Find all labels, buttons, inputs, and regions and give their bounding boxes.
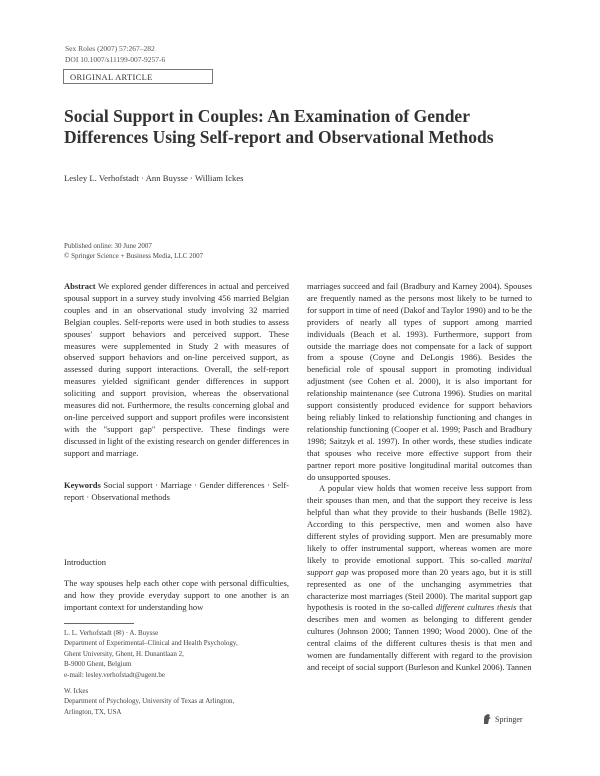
section-heading-introduction: Introduction: [64, 557, 107, 567]
keywords: [64, 479, 289, 503]
article-type-label: ORIGINAL ARTICLE: [63, 69, 213, 84]
author-email: e-mail: lesley.verhofstadt@ugent.be: [64, 670, 166, 679]
affiliation-1: L. L. Verhofstadt (✉) · A. Buysse Department of Experimental–Clinical and Health Psychology, Ghent University, Ghent, H. Dunantlaan 2, B-9000 Ghent, Belgium e-mail: lesley.verhofstadt@ugent.be: [64, 629, 238, 679]
abstract-label: Abstract: [64, 281, 96, 291]
journal-header: [65, 43, 165, 65]
abstract-text: We explored gender differences in actual and perceived spousal support in a survey study involving 456 married Belgian couples and in an observational study involving 32 married Belgian couples. Self-reports were used in both studies to assess spouses' support behaviors and perceived support. These measures were supplemented in Study 2 with measures of observed support behaviors and on-line perceived support, as assessed during support interactions. Overall, the self-report measures yielded significant gender differences in support soliciting and support provision, whereas the observational measures did not. Furthermore, the results concerning global and on-line perceived support and support profiles were inconsistent with the "support gap" perspective. These findings were discussed in light of the existing research on gender differences in support and marriage.: [64, 281, 289, 458]
doi: DOI 10.1007/s11199-007-9257-6: [65, 55, 166, 64]
article-title: Social Support in Couples: An Examination of Gender Differences Using Self-report and Observational Methods: [64, 106, 494, 147]
publisher-name: Springer: [495, 714, 523, 724]
copyright: © Springer Science + Business Media, LLC 2007: [64, 252, 204, 260]
footnote-divider: [64, 623, 134, 624]
abstract: [64, 281, 289, 460]
springer-horse-icon: [482, 713, 492, 725]
affiliations: [64, 628, 289, 723]
body-paragraph: marriages succeed and fail (Bradbury and Karney 2004). Spouses are frequently named as the persons most likely to be turned to for support in time of need (Dakof and Taylor 1990) and to be the providers of nearly all types of support among married individuals (Beach et al. 1993). Furthermore, support from outside the marriage does not compensate for a lack of support from a spouse (Coyne and DeLongis 1986). Besides the beneficial role of spousal support in promoting individual adjustment (see Cohen et al. 2000), it is also important for relationship maintenance (see Cutrona 1996). Studies on marital support consistently produced evidence for support behaviors being reliably linked to relationship functioning and changes in relationship functioning (Cooper et al. 1999; Pasch and Bradbury 1998; Saitzyk et al. 1997). In other words, these studies indicate that spouses who receive more effective support from their partner report more positive longitudinal marital outcomes than do unsupported spouses.: [307, 281, 532, 482]
publisher-logo: [482, 713, 523, 725]
published-date: Published online: 30 June 2007: [64, 242, 152, 250]
keywords-label: Keywords: [64, 480, 101, 490]
publication-info: [64, 241, 203, 261]
right-column-body: [307, 281, 532, 674]
affiliation-2: W. Ickes Department of Psychology, University of Texas at Arlington, Arlington, TX, USA: [64, 687, 235, 716]
author-list: Lesley L. Verhofstadt · Ann Buysse · William Ickes: [64, 173, 244, 183]
keywords-text: Social support · Marriage · Gender differences · Self-report · Observational methods: [64, 480, 289, 502]
introduction-text: The way spouses help each other cope with personal difficulties, and how they provide everyday support to one another is an important context for understanding how: [64, 578, 289, 612]
body-paragraph: A popular view holds that women receive less support from their spouses than men, and that the support they receive is less helpful than what they provide to their husbands (Belle 1982). According to this perspective, men and women also have different styles of providing support. Men are presumably more likely to offer instrumental support, whereas women are more likely to provide emotional support. This so-called marital support gap was proposed more than 20 years ago, but it is still represented as one of the unchanging asymmetries that characterize most marriages (Steil 2000). The marital support gap hypothesis is rooted in the so-called different cultures thesis that describes men and women as belonging to different gender cultures (Johnson 2000; Tannen 1990; Wood 2000). One of the central claims of the different cultures thesis is that men and women are fundamentally different with regard to the provision and receipt of social support (Burleson and Kunkel 2006). Tannen: [307, 483, 532, 672]
journal-citation: Sex Roles (2007) 57:267–282: [65, 44, 155, 53]
